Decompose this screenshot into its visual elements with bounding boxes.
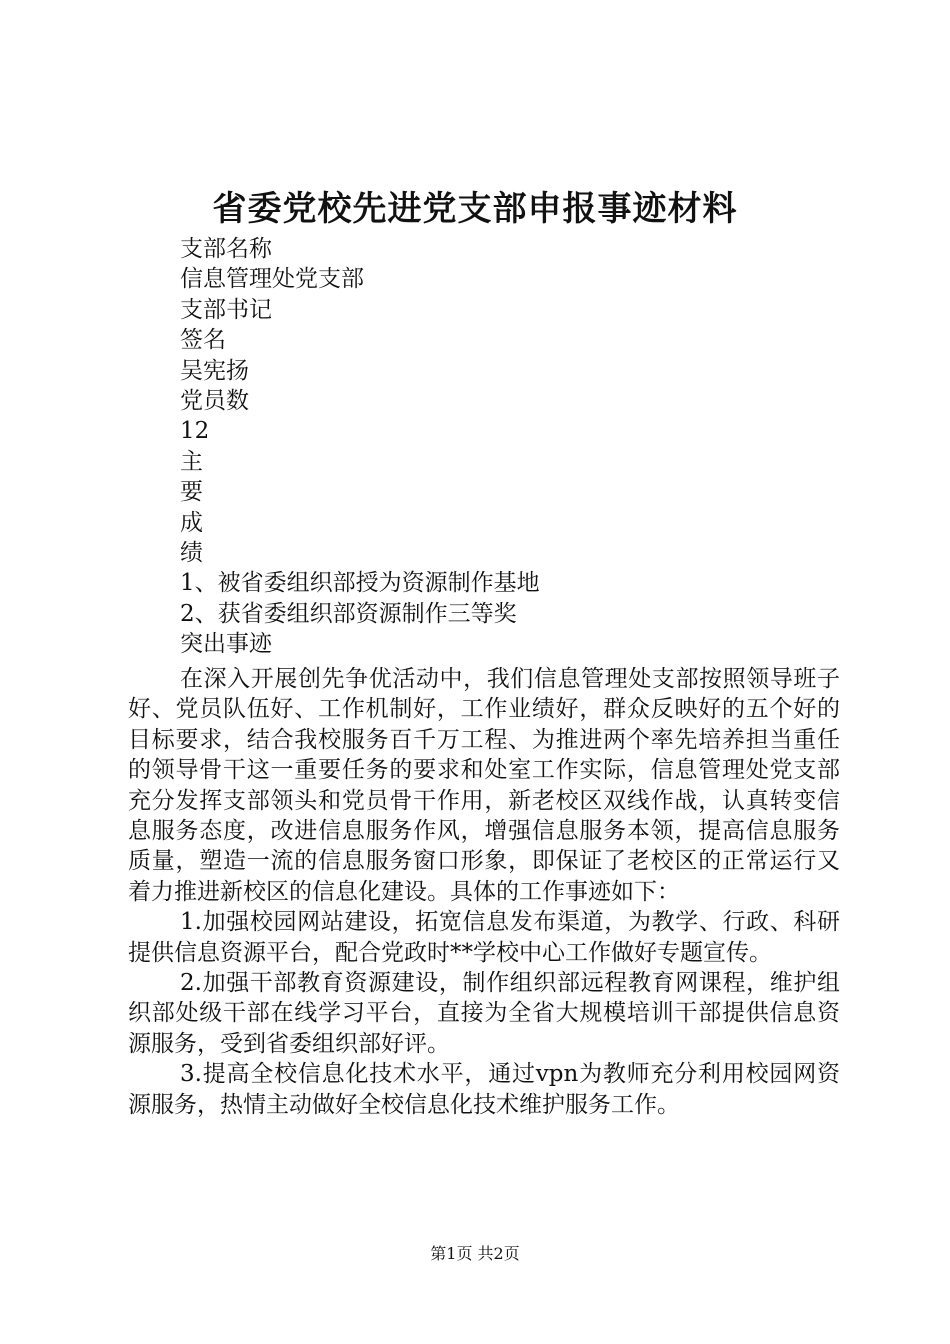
field-line: 主 — [180, 448, 203, 475]
paragraph-item-1: 1.加强校园网站建设，拓宽信息发布渠道，为教学、行政、科研提供信息资源平台，配合党政时**学校中心工作做好专题宣传。 — [128, 909, 840, 966]
field-line: 绩 — [180, 539, 203, 566]
field-line: 党员数 — [180, 387, 249, 414]
document-title: 省委党校先进党支部申报事迹材料 — [212, 189, 738, 229]
field-line: 要 — [180, 479, 203, 506]
field-line: 签名 — [180, 327, 226, 354]
field-line: 1、被省委组织部授为资源制作基地 — [180, 570, 540, 597]
field-line: 信息管理处党支部 — [180, 266, 364, 293]
paragraph-item-2: 2.加强干部教育资源建设，制作组织部远程教育网课程，维护组织部处级干部在线学习平台，直接为全省大规模培训干部提供信息资源服务，受到省委组织部好评。 — [128, 970, 840, 1057]
page-footer: 第1页 共2页 — [430, 1244, 520, 1263]
application-fields — [180, 234, 860, 659]
field-line: 12 — [180, 418, 210, 445]
field-line: 支部名称 — [180, 236, 272, 262]
field-line: 支部书记 — [180, 296, 272, 323]
field-line: 吴宪扬 — [180, 357, 249, 384]
document-body — [128, 664, 840, 1120]
field-line: 2、获省委组织部资源制作三等奖 — [180, 600, 517, 627]
paragraph-item-3: 3.提高全校信息化技术水平，通过vpn为教师充分利用校园网资源服务，热情主动做好全校信息化技术维护服务工作。 — [128, 1061, 840, 1118]
field-line: 突出事迹 — [180, 631, 272, 658]
paragraph-intro: 在深入开展创先争优活动中，我们信息管理处支部按照领导班子好、党员队伍好、工作机制好，工作业绩好，群众反映好的五个好的目标要求，结合我校服务百千万工程、为推进两个率先培养担当重任的领导骨干这一重要任务的要求和处室工作实际，信息管理处党支部充分发挥支部领头和党员骨干作用，新老校区双线作战，认真转变信息服务态度，改进信息服务作风，增强信息服务本领，提高信息服务质量，塑造一流的信息服务窗口形象，即保证了老校区的正常运行又着力推进新校区的信息化建设。具体的工作事迹如下： — [128, 666, 840, 905]
field-line: 成 — [180, 509, 203, 536]
